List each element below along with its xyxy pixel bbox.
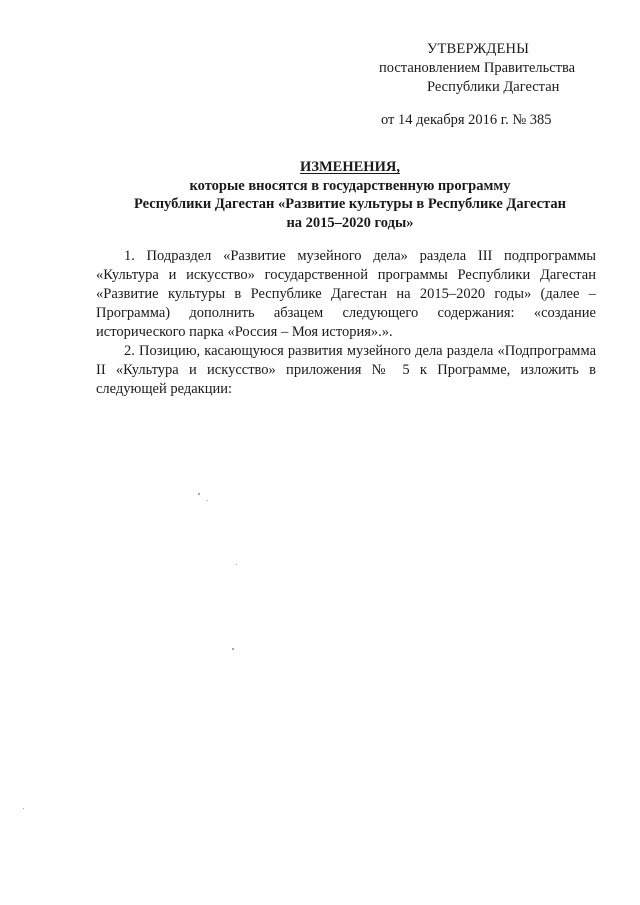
approval-region: Республики Дагестан <box>427 79 560 95</box>
scan-speck <box>198 493 200 495</box>
approval-block <box>370 40 585 130</box>
heading-line-2: Республики Дагестан «Развитие культуры в Республике Дагестан <box>133 196 566 212</box>
document-body <box>96 247 596 399</box>
heading-line-3: на 2015–2020 годы» <box>286 214 414 231</box>
paragraph-2: 2. Позицию, касающуюся развития музейного дела раздела «Подпрограмма II «Культура и искусство» приложения № 5 к Программе, изложить в следующей редакции: <box>96 343 596 397</box>
scan-speck <box>23 808 24 809</box>
approval-authority: постановлением Правительства <box>379 60 576 76</box>
heading-line-1: которые вносятся в государственную программу <box>189 177 511 194</box>
paragraph-1: 1. Подраздел «Развитие музейного дела» раздела III подпрограммы «Культура и искусство» государственной программы Республики Дагестан «Развитие культуры в Республике Дагестан на 2015–2020 годы» (далее – Программа) дополнить абзацем следующего содержания: «создание исторического парка «Россия – Моя история».». <box>96 248 596 340</box>
scan-speck <box>232 648 234 650</box>
approval-date: от 14 декабря 2016 г. № 385 <box>381 112 552 128</box>
scan-speck <box>236 564 237 565</box>
heading-title: ИЗМЕНЕНИЯ, <box>300 159 400 175</box>
scan-speck <box>207 500 208 501</box>
document-heading <box>100 158 600 232</box>
approval-title: УТВЕРЖДЕНЫ <box>427 41 530 57</box>
